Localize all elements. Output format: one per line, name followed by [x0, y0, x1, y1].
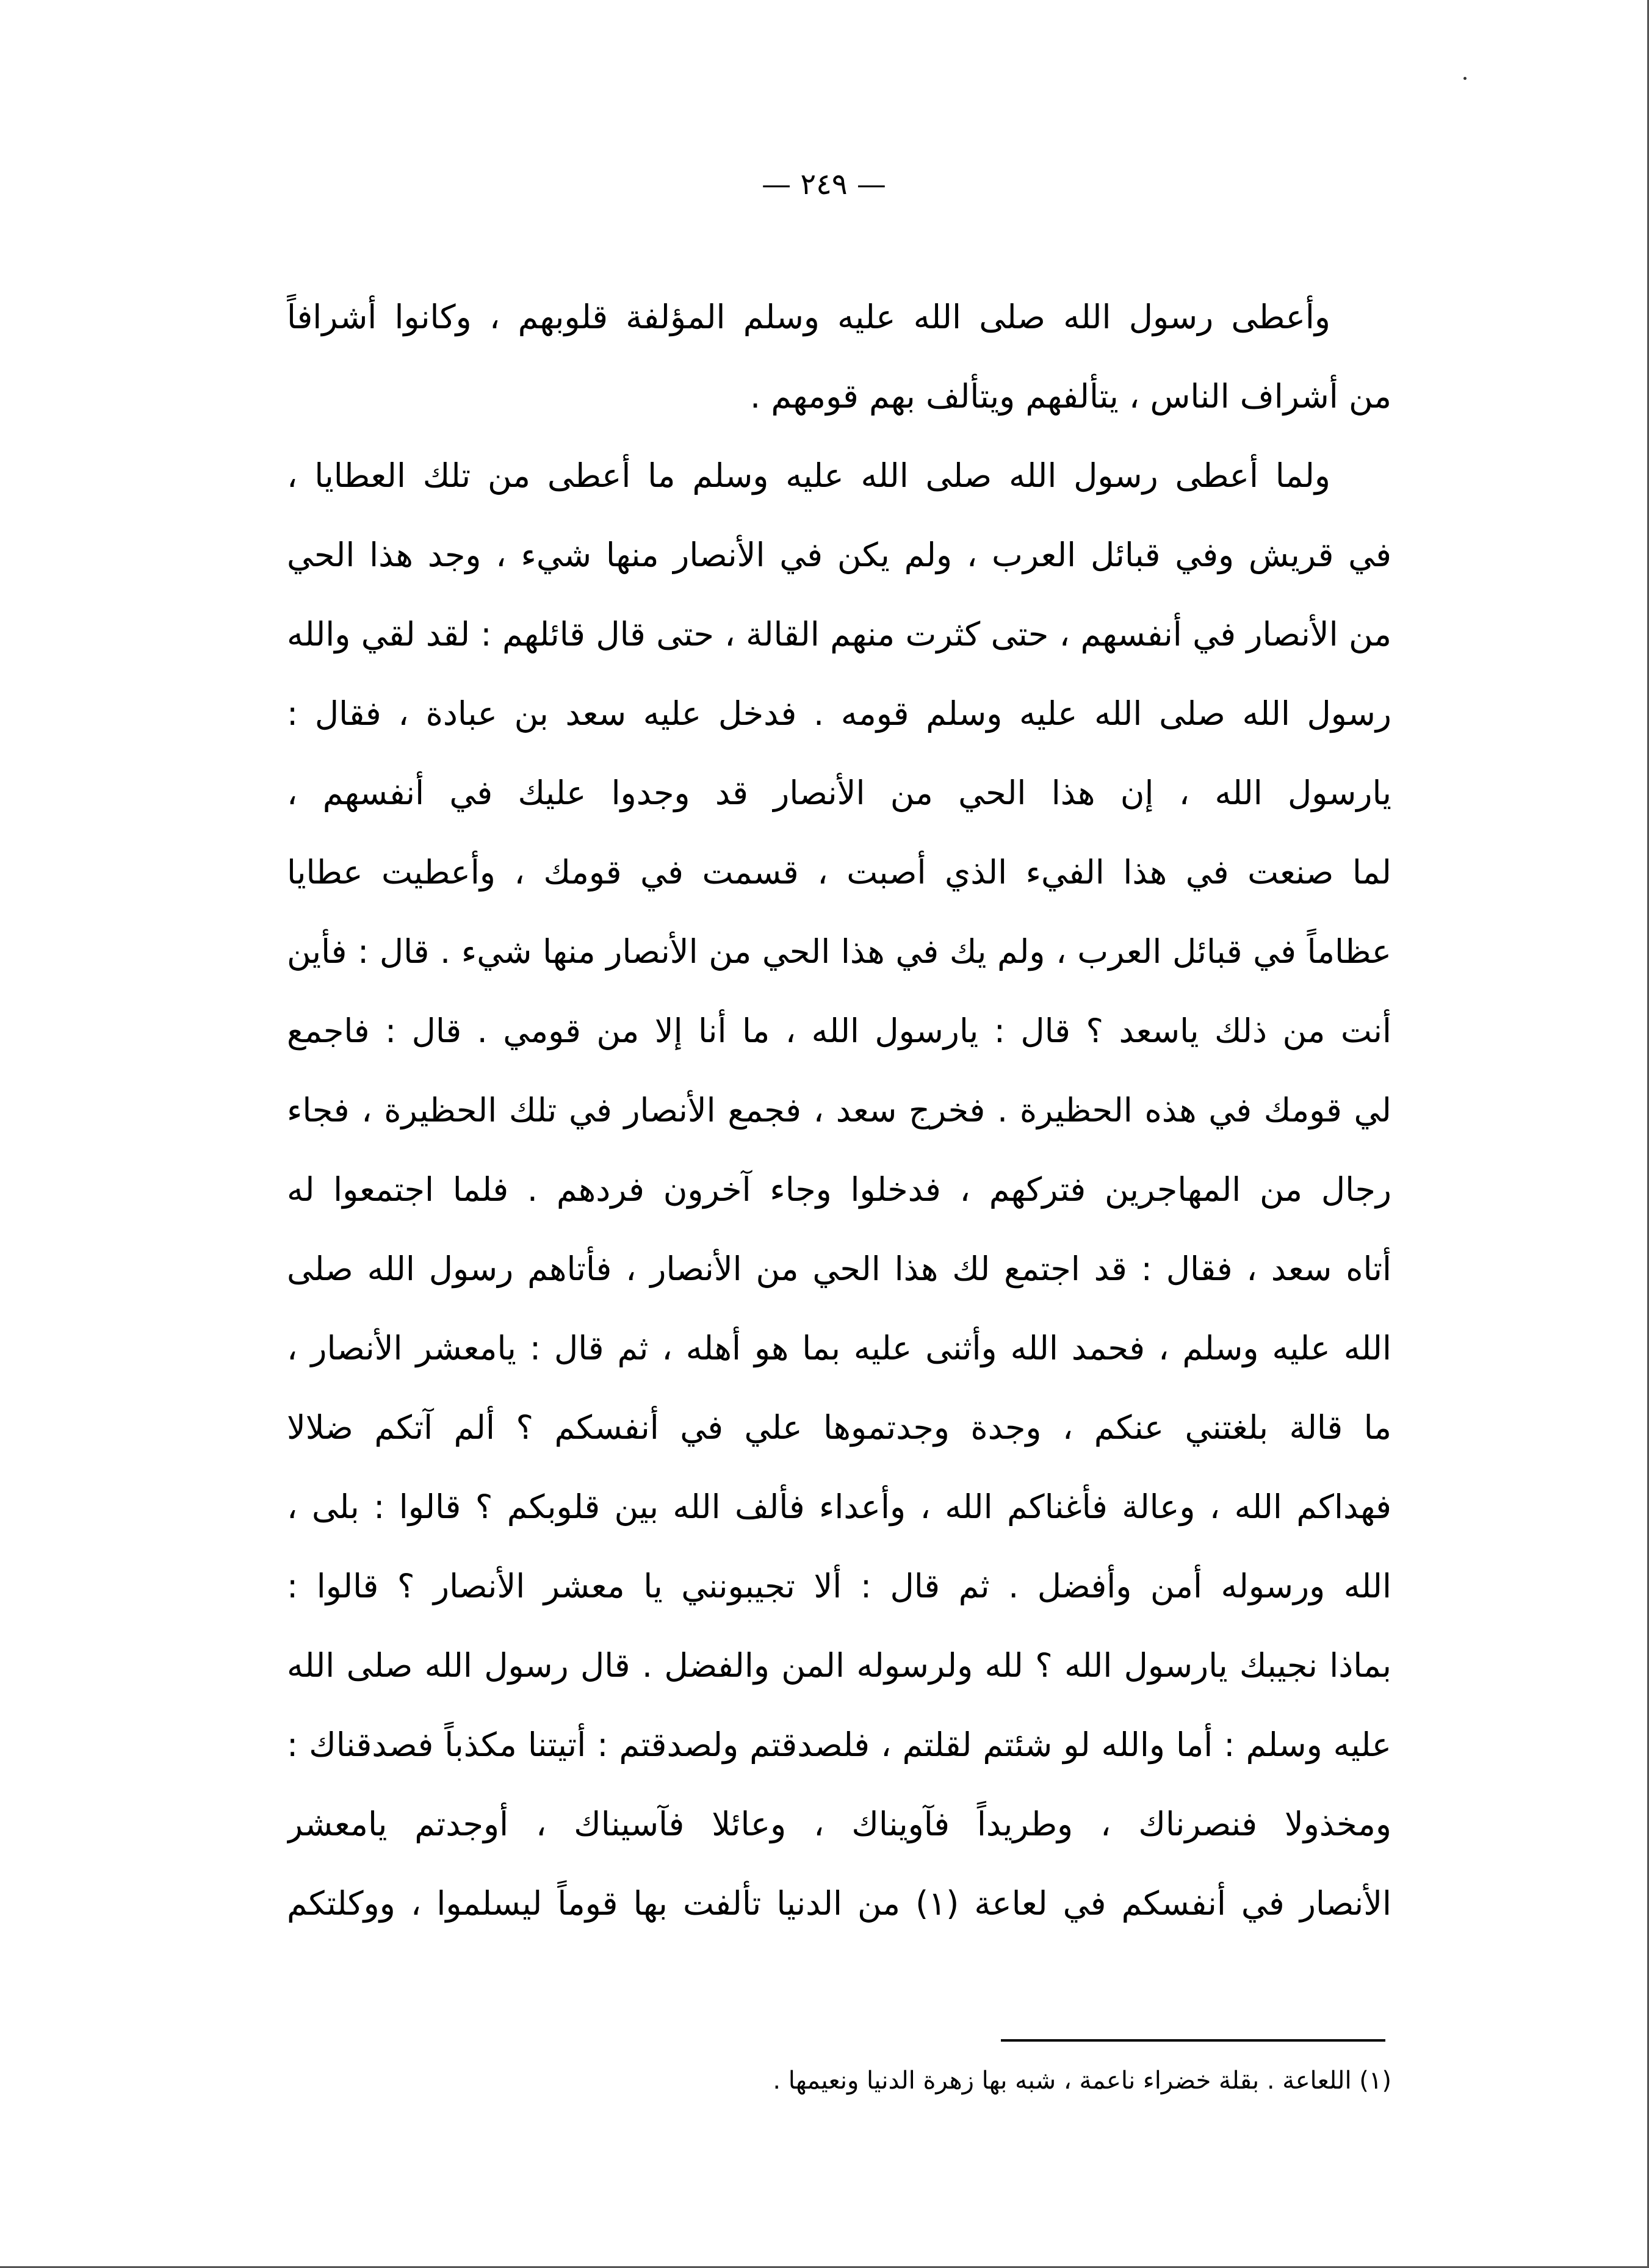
text-line: ومخذولا فنصرناك ، وطريداً فآويناك ، وعائلا فآسيناك ، أوجدتم يامعشر: [287, 1805, 1391, 1843]
text-line: لي قومك في هذه الحظيرة . فخرج سعد ، فجمع الأنصار في تلك الحظيرة ، فجاء: [287, 1091, 1391, 1129]
text-line: الله ورسوله أمن وأفضل . ثم قال : ألا تجيبونني يا معشر الأنصار ؟ قالوا :: [287, 1567, 1391, 1605]
text-line: رجال من المهاجرين فتركهم ، فدخلوا وجاء آخرون فردهم . فلما اجتمعوا له: [287, 1170, 1391, 1209]
page-number: — ٢٤٩ —: [762, 167, 886, 201]
text-line: أتاه سعد ، فقال : قد اجتمع لك هذا الحي من الأنصار ، فأتاهم رسول الله صلى: [287, 1250, 1391, 1288]
scan-speck: [1463, 77, 1467, 80]
text-line: فهداكم الله ، وعالة فأغناكم الله ، وأعداء فألف الله بين قلوبكم ؟ قالوا : بلى ،: [287, 1488, 1391, 1526]
text-line: في قريش وفي قبائل العرب ، ولم يكن في الأنصار منها شيء ، وجد هذا الحي: [287, 536, 1391, 574]
text-line: عظاماً في قبائل العرب ، ولم يك في هذا الحي من الأنصار منها شيء . قال : فأين: [287, 932, 1391, 971]
text-line: لما صنعت في هذا الفيء الذي أصبت ، قسمت في قومك ، وأعطيت عطايا: [287, 853, 1391, 891]
text-line: من الأنصار في أنفسهم ، حتى كثرت منهم القالة ، حتى قال قائلهم : لقد لقي والله: [287, 615, 1391, 653]
text-line: من أشراف الناس ، يتألفهم ويتألف بهم قومهم .: [750, 377, 1391, 416]
body-text: [287, 278, 1391, 1943]
text-line: رسول الله صلى الله عليه وسلم قومه . فدخل عليه سعد بن عبادة ، فقال :: [287, 694, 1391, 733]
text-line: عليه وسلم : أما والله لو شئتم لقلتم ، فلصدقتم ولصدقتم : أتيتنا مكذباً فصدقناك :: [287, 1726, 1391, 1764]
text-line: يارسول الله ، إن هذا الحي من الأنصار قد وجدوا عليك في أنفسهم ،: [287, 774, 1391, 812]
text-line: ولما أعطى رسول الله صلى الله عليه وسلم ما أعطى من تلك العطايا ،: [287, 456, 1330, 495]
text-line: بماذا نجيبك يارسول الله ؟ لله ولرسوله المن والفضل . قال رسول الله صلى الله: [287, 1646, 1391, 1685]
text-line: الأنصار في أنفسكم في لعاعة (١) من الدنيا تألفت بها قوماً ليسلموا ، ووكلتكم: [287, 1884, 1391, 1923]
text-line: أنت من ذلك ياسعد ؟ قال : يارسول الله ، ما أنا إلا من قومي . قال : فاجمع: [287, 1012, 1391, 1050]
text-line: وأعطى رسول الله صلى الله عليه وسلم المؤلفة قلوبهم ، وكانوا أشرافاً: [287, 298, 1330, 336]
footnote: (١) اللعاعة . بقلة خضراء ناعمة ، شبه بها زهرة الدنيا ونعيمها .: [773, 2067, 1391, 2095]
text-line: ما قالة بلغتني عنكم ، وجدة وجدتموها علي في أنفسكم ؟ ألم آتكم ضلالا: [287, 1408, 1391, 1447]
text-line: الله عليه وسلم ، فحمد الله وأثنى عليه بما هو أهله ، ثم قال : يامعشر الأنصار ،: [287, 1329, 1391, 1367]
footnote-divider: [1001, 2039, 1385, 2042]
